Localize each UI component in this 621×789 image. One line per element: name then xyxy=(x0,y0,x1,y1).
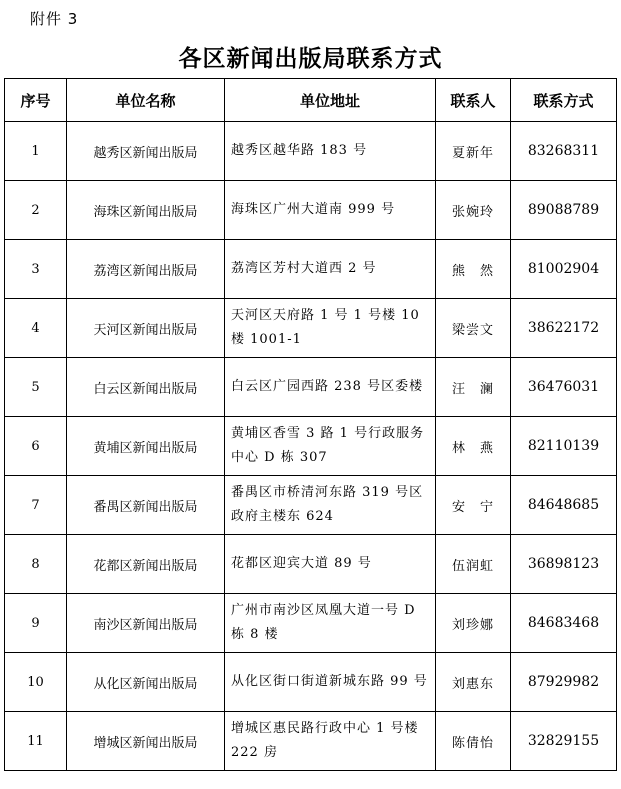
phone-cell: 36898123 xyxy=(511,535,617,594)
phone-cell: 84683468 xyxy=(511,594,617,653)
table-header-row xyxy=(5,79,617,122)
phone-cell: 84648685 xyxy=(511,476,617,535)
attachment-label: 附件 3 xyxy=(30,10,79,28)
serial-number-cell: 7 xyxy=(5,476,67,535)
header-unit-address: 单位地址 xyxy=(225,79,436,122)
contact-table xyxy=(4,78,617,771)
unit-address-cell: 海珠区广州大道南 999 号 xyxy=(225,181,436,240)
header-serial-number: 序号 xyxy=(5,79,67,122)
phone-cell: 82110139 xyxy=(511,417,617,476)
phone-cell: 36476031 xyxy=(511,358,617,417)
contact-person-cell: 安 宁 xyxy=(436,476,511,535)
unit-name-cell: 黄埔区新闻出版局 xyxy=(67,417,225,476)
phone-cell: 83268311 xyxy=(511,122,617,181)
unit-name-cell: 番禺区新闻出版局 xyxy=(67,476,225,535)
phone-cell: 89088789 xyxy=(511,181,617,240)
table-row xyxy=(5,181,617,240)
serial-number-cell: 5 xyxy=(5,358,67,417)
unit-name-cell: 荔湾区新闻出版局 xyxy=(67,240,225,299)
unit-address-cell: 增城区惠民路行政中心 1 号楼 222 房 xyxy=(225,712,436,771)
header-phone: 联系方式 xyxy=(511,79,617,122)
table-row xyxy=(5,240,617,299)
contact-person-cell: 汪 澜 xyxy=(436,358,511,417)
document-title: 各区新闻出版局联系方式 xyxy=(178,45,443,72)
unit-address-cell: 广州市南沙区凤凰大道一号 D 栋 8 楼 xyxy=(225,594,436,653)
unit-name-cell: 从化区新闻出版局 xyxy=(67,653,225,712)
phone-cell: 38622172 xyxy=(511,299,617,358)
table-row xyxy=(5,653,617,712)
serial-number-cell: 9 xyxy=(5,594,67,653)
unit-address-cell: 天河区天府路 1 号 1 号楼 10 楼 1001-1 xyxy=(225,299,436,358)
contact-person-cell: 梁尝文 xyxy=(436,299,511,358)
serial-number-cell: 4 xyxy=(5,299,67,358)
table-row xyxy=(5,299,617,358)
contact-person-cell: 张婉玲 xyxy=(436,181,511,240)
unit-address-cell: 荔湾区芳村大道西 2 号 xyxy=(225,240,436,299)
table-row xyxy=(5,476,617,535)
unit-address-cell: 从化区街口街道新城东路 99 号 xyxy=(225,653,436,712)
serial-number-cell: 10 xyxy=(5,653,67,712)
phone-cell: 81002904 xyxy=(511,240,617,299)
contact-person-cell: 刘惠东 xyxy=(436,653,511,712)
unit-address-cell: 番禺区市桥清河东路 319 号区政府主楼东 624 xyxy=(225,476,436,535)
contact-person-cell: 伍润虹 xyxy=(436,535,511,594)
contact-person-cell: 林 燕 xyxy=(436,417,511,476)
unit-name-cell: 花都区新闻出版局 xyxy=(67,535,225,594)
unit-name-cell: 海珠区新闻出版局 xyxy=(67,181,225,240)
header-contact-person: 联系人 xyxy=(436,79,511,122)
serial-number-cell: 2 xyxy=(5,181,67,240)
header-unit-name: 单位名称 xyxy=(67,79,225,122)
unit-address-cell: 黄埔区香雪 3 路 1 号行政服务中心 D 栋 307 xyxy=(225,417,436,476)
unit-address-cell: 越秀区越华路 183 号 xyxy=(225,122,436,181)
table-row xyxy=(5,358,617,417)
contact-person-cell: 陈倩怡 xyxy=(436,712,511,771)
unit-name-cell: 增城区新闻出版局 xyxy=(67,712,225,771)
unit-name-cell: 越秀区新闻出版局 xyxy=(67,122,225,181)
unit-address-cell: 白云区广园西路 238 号区委楼 xyxy=(225,358,436,417)
contact-person-cell: 熊 然 xyxy=(436,240,511,299)
serial-number-cell: 11 xyxy=(5,712,67,771)
phone-cell: 87929982 xyxy=(511,653,617,712)
serial-number-cell: 1 xyxy=(5,122,67,181)
table-row xyxy=(5,417,617,476)
table-row xyxy=(5,535,617,594)
unit-address-cell: 花都区迎宾大道 89 号 xyxy=(225,535,436,594)
phone-cell: 32829155 xyxy=(511,712,617,771)
table-row xyxy=(5,594,617,653)
contact-person-cell: 夏新年 xyxy=(436,122,511,181)
serial-number-cell: 3 xyxy=(5,240,67,299)
contact-person-cell: 刘珍娜 xyxy=(436,594,511,653)
serial-number-cell: 8 xyxy=(5,535,67,594)
unit-name-cell: 南沙区新闻出版局 xyxy=(67,594,225,653)
unit-name-cell: 天河区新闻出版局 xyxy=(67,299,225,358)
unit-name-cell: 白云区新闻出版局 xyxy=(67,358,225,417)
table-row xyxy=(5,122,617,181)
serial-number-cell: 6 xyxy=(5,417,67,476)
table-row xyxy=(5,712,617,771)
